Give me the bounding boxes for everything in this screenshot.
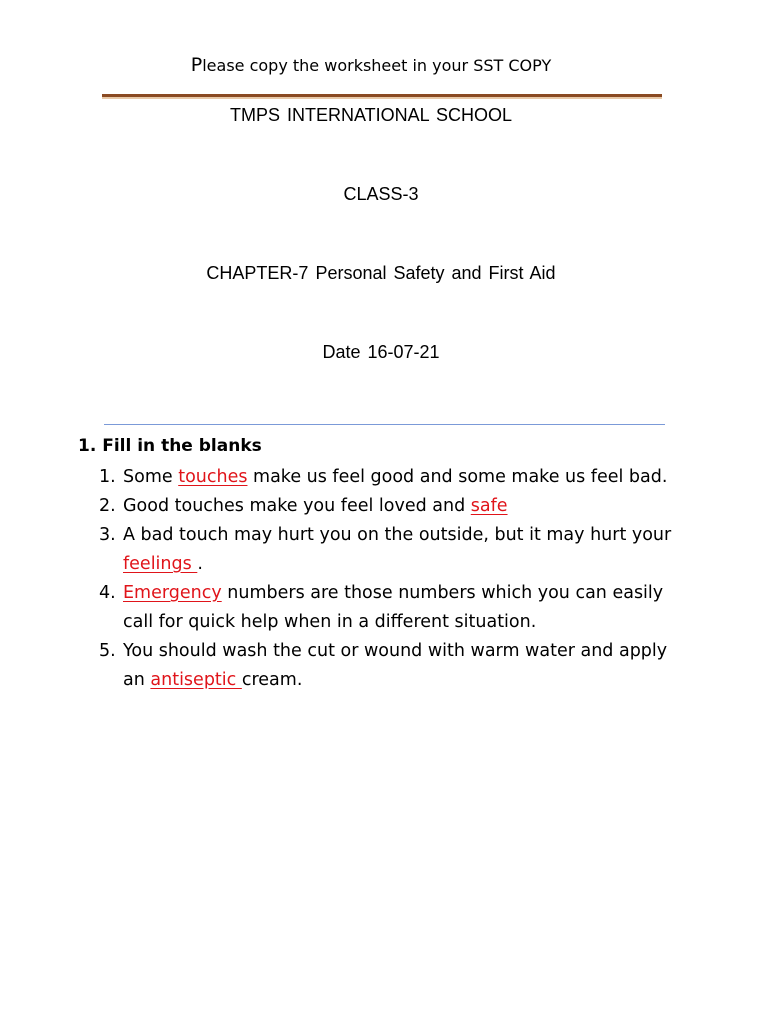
class-label: CLASS-3 bbox=[343, 184, 419, 204]
header-divider bbox=[102, 94, 662, 99]
list-item bbox=[99, 463, 679, 492]
school-name: TMPS INTERNATIONAL SCHOOL bbox=[229, 105, 513, 125]
item-text-after: numbers are those numbers which you can easily call for quick help when in a different situation. bbox=[123, 583, 664, 632]
chapter-title: CHAPTER-7 Personal Safety and First Aid bbox=[206, 263, 556, 283]
list-item bbox=[99, 521, 679, 579]
item-number: 1. bbox=[99, 467, 116, 487]
item-text-before: You should wash the cut or wound with warm water and apply an bbox=[123, 641, 668, 690]
copy-instruction bbox=[0, 54, 742, 76]
item-text-before: Some bbox=[123, 467, 179, 487]
list-item bbox=[99, 637, 679, 695]
worksheet-date: Date 16-07-21 bbox=[322, 342, 440, 362]
copy-instruction-initial: P bbox=[190, 54, 203, 76]
item-text-after: make us feel good and some make us feel bad. bbox=[247, 467, 668, 487]
section-divider bbox=[104, 424, 665, 425]
list-item bbox=[99, 579, 679, 637]
answer-blank: feelings bbox=[123, 554, 198, 574]
answer-blank: Emergency bbox=[123, 583, 222, 603]
item-text-after: cream. bbox=[241, 670, 303, 690]
blanks-list bbox=[99, 463, 679, 695]
item-text-before: Good touches make you feel loved and bbox=[123, 496, 471, 516]
list-item bbox=[99, 492, 679, 521]
answer-blank: touches bbox=[178, 467, 248, 487]
item-text-after: . bbox=[197, 554, 203, 574]
item-number: 3. bbox=[99, 525, 116, 545]
copy-instruction-text: lease copy the worksheet in your SST COPY bbox=[202, 56, 552, 75]
answer-blank: antiseptic bbox=[150, 670, 242, 690]
item-number: 5. bbox=[99, 641, 116, 661]
item-number: 4. bbox=[99, 583, 116, 603]
section-title: 1. Fill in the blanks bbox=[78, 436, 262, 456]
item-text-before: A bad touch may hurt you on the outside, but it may hurt your bbox=[123, 525, 672, 545]
answer-blank: safe bbox=[470, 496, 508, 516]
item-number: 2. bbox=[99, 496, 116, 516]
